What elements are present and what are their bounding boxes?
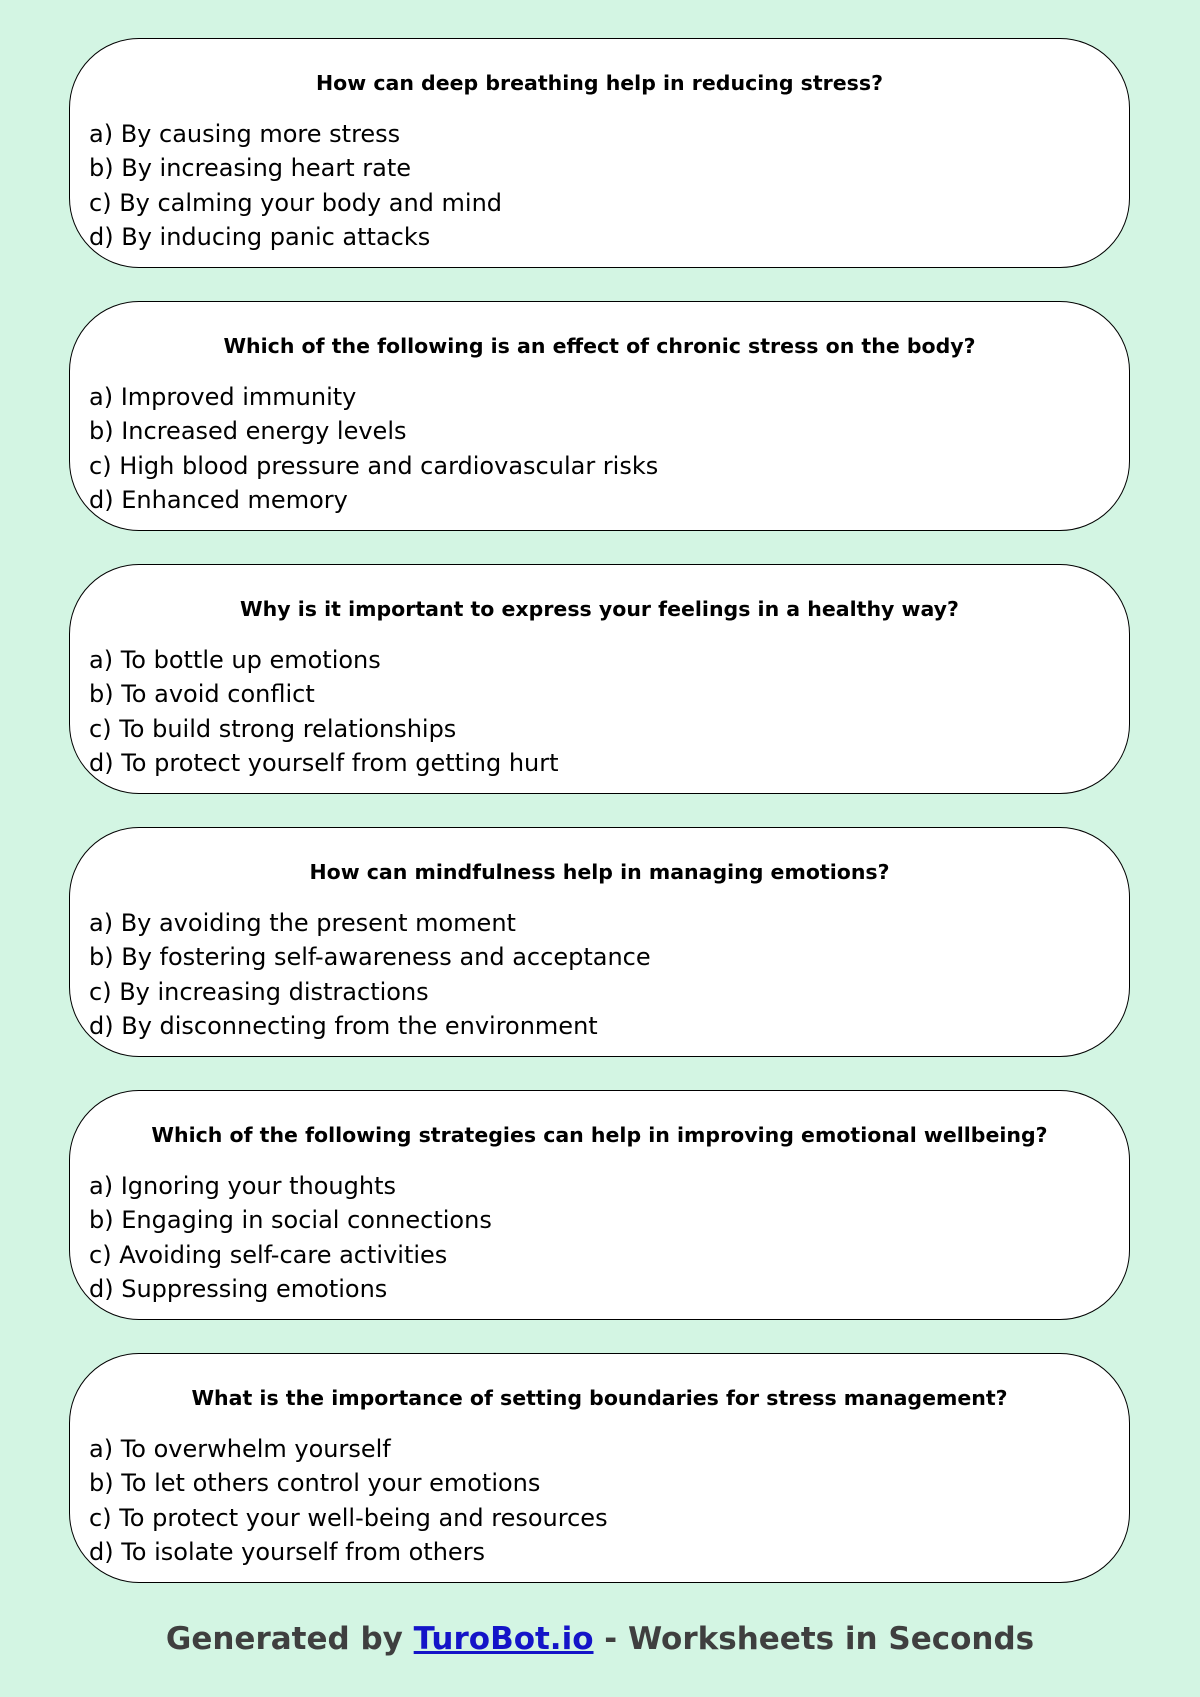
option-a: a) Ignoring your thoughts xyxy=(89,1172,396,1200)
options-list xyxy=(89,906,651,1043)
question-text: Which of the following is an effect of chronic stress on the body? xyxy=(223,334,976,358)
question-card-6 xyxy=(69,1353,1130,1583)
option-b: b) To avoid conflict xyxy=(89,680,315,709)
options-list xyxy=(89,643,559,780)
question-card-3 xyxy=(69,564,1130,794)
option-c: c) High blood pressure and cardiovascular risks xyxy=(89,451,659,480)
footer-prefix: Generated by xyxy=(165,1621,414,1657)
option-b: b) Engaging in social connections xyxy=(89,1206,492,1235)
question-card-2 xyxy=(69,301,1130,531)
question-text: What is the importance of setting boundaries for stress management? xyxy=(191,1386,1008,1410)
option-a: a) To overwhelm yourself xyxy=(89,1435,391,1463)
option-c: c) Avoiding self-care activities xyxy=(89,1240,448,1269)
option-d: d) By inducing panic attacks xyxy=(89,222,431,251)
turobot-link[interactable]: TuroBot.io xyxy=(413,1621,594,1657)
option-d: d) By disconnecting from the environment xyxy=(89,1011,598,1040)
question-text: Why is it important to express your feelings in a healthy way? xyxy=(240,597,959,621)
question-card-5 xyxy=(69,1090,1130,1320)
option-a: a) By causing more stress xyxy=(89,120,401,148)
options-list xyxy=(89,1432,608,1569)
question-card-4 xyxy=(69,827,1130,1057)
footer-suffix: - Worksheets in Seconds xyxy=(593,1621,1035,1657)
question-card-1 xyxy=(69,38,1130,268)
options-list xyxy=(89,1169,492,1306)
option-c: c) To protect your well-being and resources xyxy=(89,1503,608,1532)
option-a: a) Improved immunity xyxy=(89,383,357,411)
question-text: How can deep breathing help in reducing stress? xyxy=(316,71,883,95)
question-text: Which of the following strategies can help in improving emotional wellbeing? xyxy=(151,1123,1048,1147)
option-d: d) To protect yourself from getting hurt xyxy=(89,748,559,777)
option-a: a) By avoiding the present moment xyxy=(89,909,516,937)
footer xyxy=(0,1620,1200,1658)
option-a: a) To bottle up emotions xyxy=(89,646,381,674)
option-d: d) Suppressing emotions xyxy=(89,1274,388,1303)
option-b: b) Increased energy levels xyxy=(89,417,407,446)
option-d: d) To isolate yourself from others xyxy=(89,1537,486,1566)
option-b: b) By increasing heart rate xyxy=(89,154,411,183)
option-c: c) By calming your body and mind xyxy=(89,188,503,217)
option-c: c) To build strong relationships xyxy=(89,714,457,743)
option-c: c) By increasing distractions xyxy=(89,977,429,1006)
options-list xyxy=(89,117,502,254)
option-b: b) To let others control your emotions xyxy=(89,1469,541,1498)
options-list xyxy=(89,380,658,517)
option-b: b) By fostering self-awareness and acceptance xyxy=(89,943,651,972)
option-d: d) Enhanced memory xyxy=(89,485,348,514)
question-text: How can mindfulness help in managing emotions? xyxy=(309,860,890,884)
